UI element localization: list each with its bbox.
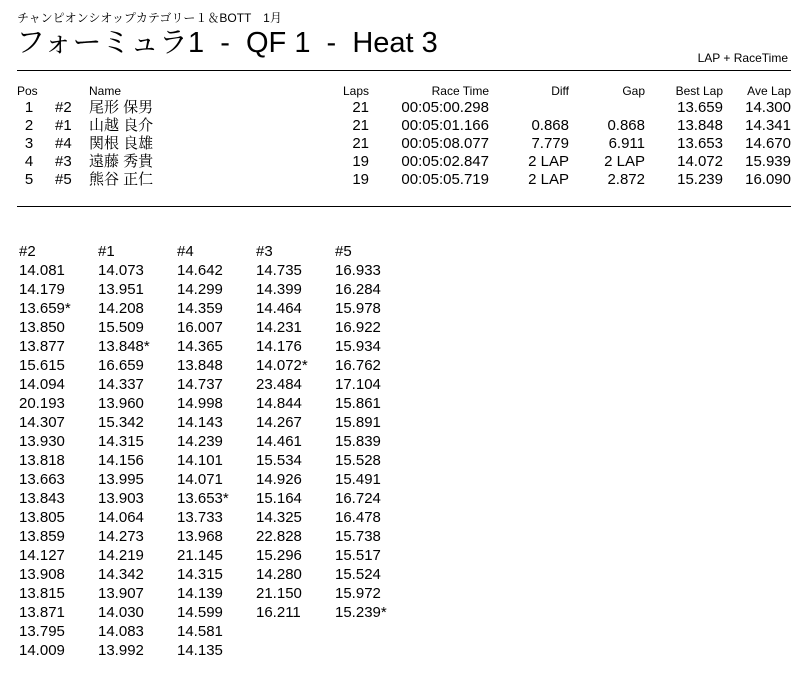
result-number: #3 (55, 153, 72, 170)
result-diff (489, 99, 569, 117)
lap-time: 16.762 (335, 357, 381, 374)
lap-time: 15.839 (335, 433, 381, 450)
lap-time: 15.891 (335, 414, 381, 431)
result-laps: 19 (352, 153, 369, 170)
lap-column-header: #5 (335, 243, 352, 260)
result-best-lap: 14.072 (677, 153, 723, 170)
lap-time: 14.464 (256, 300, 302, 317)
lap-time: 13.951 (98, 281, 144, 298)
lap-time: 14.299 (177, 281, 223, 298)
lap-time: 14.337 (98, 376, 144, 393)
lap-time: 16.724 (335, 490, 381, 507)
results-divider (17, 206, 791, 207)
results-table (17, 84, 791, 189)
page-title: フォーミュラ1 - QF 1 - Heat 3 (16, 27, 438, 59)
lap-time: 23.484 (256, 376, 302, 393)
lap-time: 14.135 (177, 642, 223, 659)
result-pos: 5 (24, 171, 34, 188)
lap-time: 14.143 (177, 414, 223, 431)
result-number: #2 (55, 99, 72, 116)
lap-time: 13.848 (177, 357, 223, 374)
lap-time: 14.139 (177, 585, 223, 602)
result-best-lap: 13.659 (677, 99, 723, 116)
lap-time: 13.968 (177, 528, 223, 545)
lap-time: 16.007 (177, 319, 223, 336)
lap-time: 15.296 (256, 547, 302, 564)
event-subtitle: チャンピオンシオップカテゴリー１＆BOTT 1月 (17, 11, 282, 25)
lap-time: 14.315 (98, 433, 144, 450)
lap-time: 21.145 (177, 547, 223, 564)
lap-time: 13.877 (19, 338, 65, 355)
lap-column-header: #1 (98, 243, 115, 260)
lap-time: 14.101 (177, 452, 223, 469)
result-pos: 2 (24, 117, 34, 134)
lap-time: 13.795 (19, 623, 65, 640)
col-header-laps: Laps (342, 84, 369, 98)
lap-time: 14.399 (256, 281, 302, 298)
result-laps: 19 (352, 171, 369, 188)
lap-time: 15.509 (98, 319, 144, 336)
lap-time: 16.922 (335, 319, 381, 336)
lap-time: 14.735 (256, 262, 302, 279)
lap-time: 14.072* (256, 357, 308, 374)
col-header-ave-lap: Ave Lap (747, 84, 791, 98)
lap-time: 15.524 (335, 566, 381, 583)
lap-time: 15.517 (335, 547, 381, 564)
lap-time: 13.848* (98, 338, 150, 355)
header-divider (17, 70, 791, 71)
lap-time: 14.156 (98, 452, 144, 469)
lap-time: 13.733 (177, 509, 223, 526)
lap-column (98, 242, 177, 660)
result-row (17, 153, 791, 171)
lap-time: 13.843 (19, 490, 65, 507)
result-ave-lap: 14.341 (745, 117, 791, 134)
result-number: #4 (55, 135, 72, 152)
result-gap (569, 99, 645, 117)
lap-time: 21.150 (256, 585, 302, 602)
result-pos: 3 (24, 135, 34, 152)
lap-time: 14.030 (98, 604, 144, 621)
lap-time: 14.064 (98, 509, 144, 526)
lap-time: 15.738 (335, 528, 381, 545)
lap-time: 14.179 (19, 281, 65, 298)
lap-column (256, 242, 335, 660)
lap-time: 14.208 (98, 300, 144, 317)
lap-time: 14.094 (19, 376, 65, 393)
lap-time: 16.659 (98, 357, 144, 374)
result-race-time: 00:05:05.719 (401, 171, 489, 188)
lap-time: 15.972 (335, 585, 381, 602)
lap-time: 13.859 (19, 528, 65, 545)
result-gap: 0.868 (607, 117, 645, 134)
result-gap: 2 LAP (604, 153, 645, 170)
lap-time: 13.995 (98, 471, 144, 488)
lap-column (177, 242, 256, 660)
result-ave-lap: 15.939 (745, 153, 791, 170)
lap-time: 15.491 (335, 471, 381, 488)
result-pos: 4 (24, 153, 34, 170)
lap-time: 14.127 (19, 547, 65, 564)
lap-time: 16.933 (335, 262, 381, 279)
lap-time: 14.359 (177, 300, 223, 317)
result-best-lap: 13.653 (677, 135, 723, 152)
lap-time: 13.871 (19, 604, 65, 621)
result-row (17, 171, 791, 189)
result-name: 遠藤 秀貴 (89, 153, 154, 170)
result-name: 山越 良介 (89, 117, 154, 134)
col-header-best-lap: Best Lap (675, 84, 723, 98)
result-laps: 21 (352, 117, 369, 134)
lap-time: 15.342 (98, 414, 144, 431)
lap-time: 14.280 (256, 566, 302, 583)
lap-time: 14.581 (177, 623, 223, 640)
lap-time: 13.818 (19, 452, 65, 469)
lap-time: 22.828 (256, 528, 302, 545)
result-name: 尾形 保男 (89, 99, 154, 116)
lap-times-grid (19, 242, 414, 660)
result-best-lap: 13.848 (677, 117, 723, 134)
lap-time: 14.998 (177, 395, 223, 412)
col-header-number (55, 84, 89, 99)
lap-time: 14.307 (19, 414, 65, 431)
lap-column-header: #4 (177, 243, 194, 260)
lap-time: 14.737 (177, 376, 223, 393)
result-gap: 2.872 (607, 171, 645, 188)
lap-time: 14.231 (256, 319, 302, 336)
result-ave-lap: 14.670 (745, 135, 791, 152)
result-row (17, 135, 791, 153)
lap-time: 15.528 (335, 452, 381, 469)
result-best-lap: 15.239 (677, 171, 723, 188)
lap-time: 14.926 (256, 471, 302, 488)
lap-time: 15.934 (335, 338, 381, 355)
lap-time: 14.176 (256, 338, 302, 355)
lap-time: 13.992 (98, 642, 144, 659)
results-header-row (17, 84, 791, 99)
lap-time: 13.805 (19, 509, 65, 526)
lap-column-header: #2 (19, 243, 36, 260)
result-diff: 7.779 (531, 135, 569, 152)
result-gap: 6.911 (608, 135, 645, 152)
lap-time: 14.325 (256, 509, 302, 526)
lap-time: 13.659* (19, 300, 71, 317)
lap-time: 14.461 (256, 433, 302, 450)
result-number: #1 (55, 117, 72, 134)
col-header-diff: Diff (551, 84, 569, 98)
lap-time: 13.663 (19, 471, 65, 488)
lap-time: 14.342 (98, 566, 144, 583)
lap-time: 17.104 (335, 376, 381, 393)
lap-time: 14.273 (98, 528, 144, 545)
result-name: 関根 良雄 (89, 135, 154, 152)
lap-time: 20.193 (19, 395, 65, 412)
lap-time: 16.211 (256, 604, 301, 621)
result-ave-lap: 14.300 (745, 99, 791, 116)
lap-time: 14.642 (177, 262, 223, 279)
result-race-time: 00:05:01.166 (401, 117, 489, 134)
lap-time: 14.009 (19, 642, 65, 659)
lap-time: 14.071 (177, 471, 223, 488)
report-mode-label: LAP + RaceTime (697, 51, 788, 65)
lap-time: 15.861 (335, 395, 381, 412)
result-laps: 21 (352, 99, 369, 116)
result-diff: 2 LAP (528, 153, 569, 170)
lap-time: 14.365 (177, 338, 223, 355)
result-diff: 0.868 (531, 117, 569, 134)
result-name: 熊谷 正仁 (89, 171, 154, 188)
lap-time: 14.239 (177, 433, 223, 450)
lap-time: 14.599 (177, 604, 223, 621)
lap-time: 14.081 (19, 262, 65, 279)
lap-time: 16.284 (335, 281, 381, 298)
lap-column-header: #3 (256, 243, 273, 260)
result-race-time: 00:05:00.298 (401, 99, 489, 116)
lap-time: 14.267 (256, 414, 302, 431)
lap-time: 14.219 (98, 547, 144, 564)
lap-time: 14.315 (177, 566, 223, 583)
lap-time: 14.844 (256, 395, 302, 412)
result-pos: 1 (24, 99, 34, 116)
col-header-pos: Pos (17, 84, 38, 98)
col-header-name: Name (89, 84, 122, 98)
result-ave-lap: 16.090 (745, 171, 791, 188)
lap-time: 13.907 (98, 585, 144, 602)
lap-time: 13.850 (19, 319, 65, 336)
lap-time: 13.815 (19, 585, 65, 602)
result-race-time: 00:05:08.077 (401, 135, 489, 152)
lap-time: 15.164 (256, 490, 302, 507)
result-diff: 2 LAP (528, 171, 569, 188)
lap-time: 14.073 (98, 262, 144, 279)
lap-column (19, 242, 98, 660)
lap-time: 15.978 (335, 300, 381, 317)
col-header-gap: Gap (622, 84, 645, 98)
lap-time: 16.478 (335, 509, 381, 526)
result-number: #5 (55, 171, 72, 188)
lap-time: 13.653* (177, 490, 229, 507)
lap-time: 13.908 (19, 566, 65, 583)
lap-time: 14.083 (98, 623, 144, 640)
result-row (17, 117, 791, 135)
lap-time: 13.960 (98, 395, 144, 412)
lap-time: 15.239* (335, 604, 387, 621)
lap-time: 15.534 (256, 452, 302, 469)
result-race-time: 00:05:02.847 (401, 153, 489, 170)
lap-time: 13.903 (98, 490, 144, 507)
col-header-race-time: Race Time (431, 84, 489, 98)
result-laps: 21 (352, 135, 369, 152)
lap-column (335, 242, 414, 660)
lap-time: 13.930 (19, 433, 65, 450)
lap-time: 15.615 (19, 357, 65, 374)
result-row (17, 99, 791, 117)
